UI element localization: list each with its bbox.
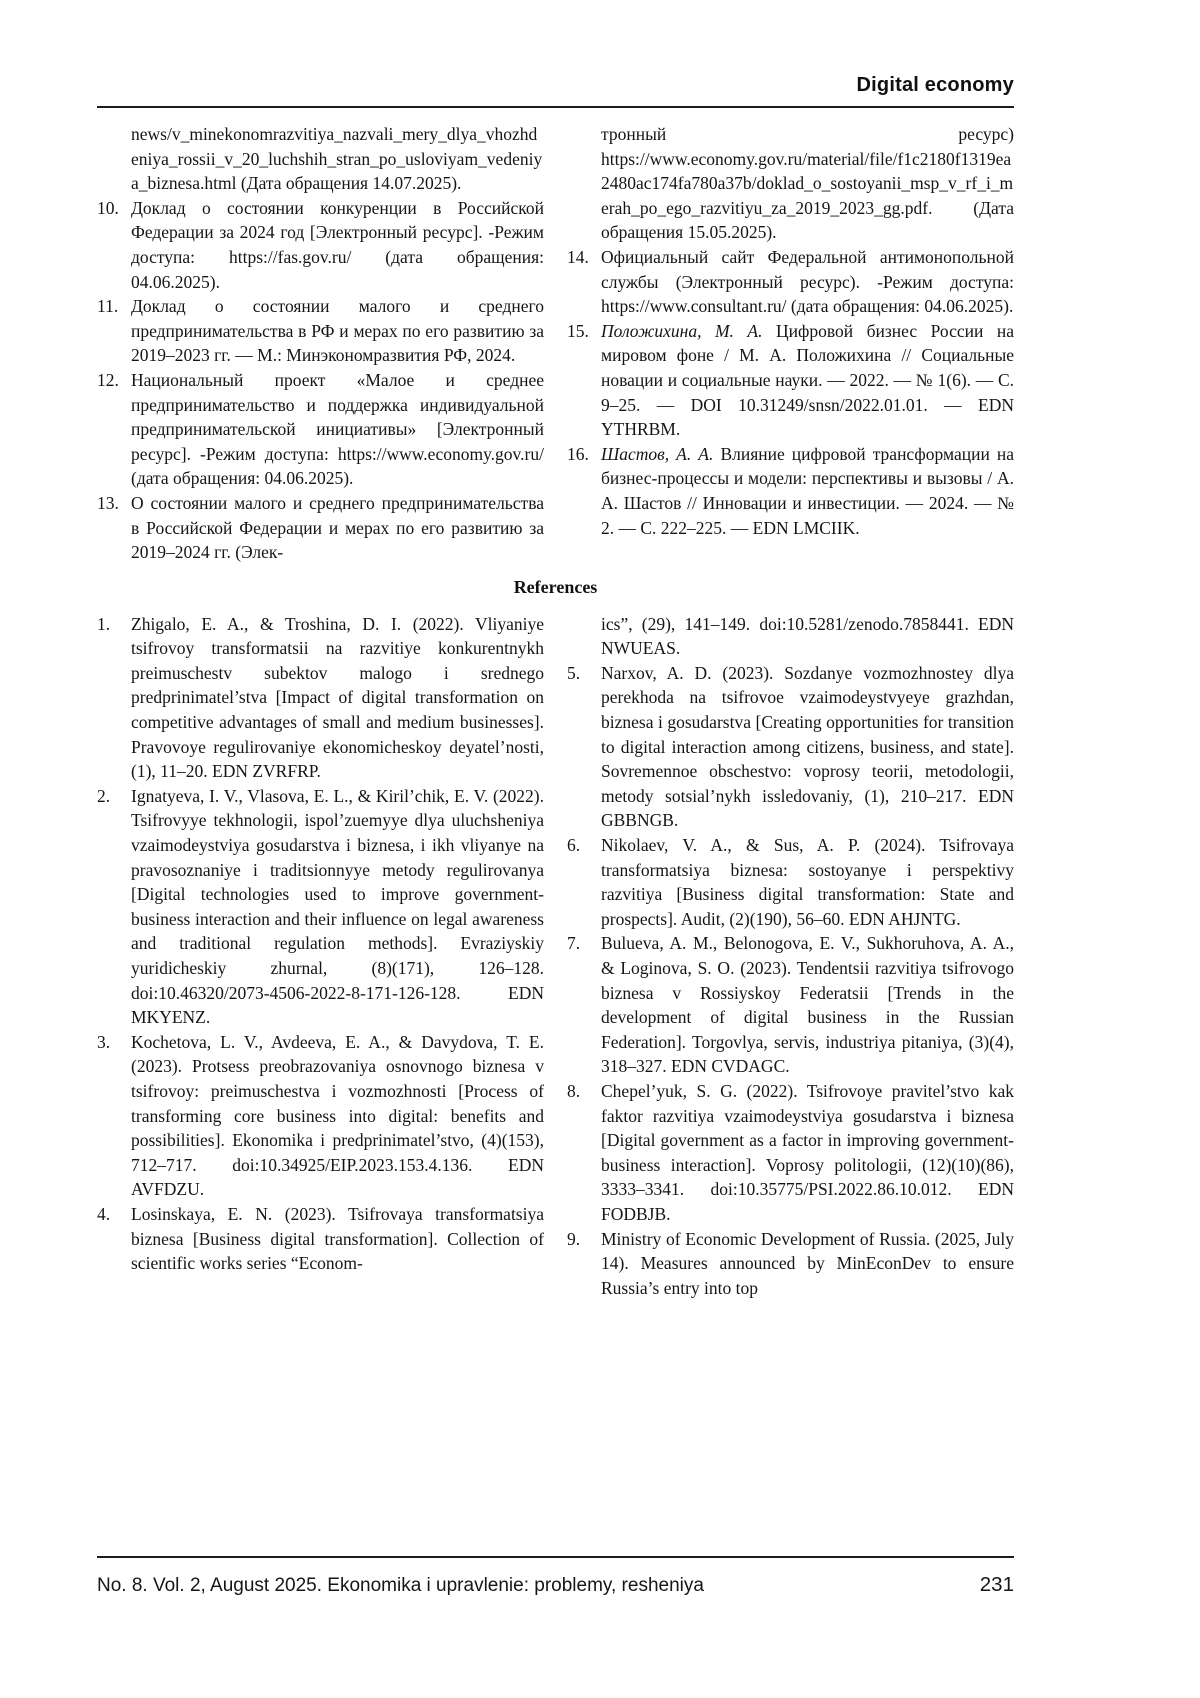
bibliography-ru-left-column (97, 122, 544, 565)
reference-item (567, 442, 1014, 540)
reference-item (567, 122, 1014, 245)
reference-number: 13. (97, 492, 119, 513)
reference-text: news/v_minekonomrazvitiya_nazvali_mery_dlya_vhozhdeniya_rossii_v_20_luchshih_stran_po_usloviyam_vedeniya_biznesa.html (Дата обращения 14.07.2025). (131, 124, 543, 194)
header-rule (97, 106, 1014, 108)
reference-text: Официальный сайт Федеральной антимонопольной службы (Электронный ресурс). -Режим доступа: https://www.consultant.ru/ (дата обращения: 04.06.2025). (601, 246, 1014, 317)
reference-number: 1. (97, 613, 111, 634)
footer-page-number: 231 (979, 1573, 1014, 1596)
reference-item (567, 1079, 1014, 1227)
reference-item (567, 319, 1014, 442)
reference-author-italic: Положихина, М. А. (601, 320, 776, 341)
reference-item (97, 1202, 544, 1276)
reference-text: Bulueva, A. M., Belonogova, E. V., Sukhoruhova, A. A., & Loginova, S. O. (2023). Tendentsii razvitiya tsifrovogo biznesa v Rossiyskoy Federatsii [Trends in the development of digital business in the Russian Federation]. Torgovlya, servis, industriya pitaniya, (3)(4), 318–327. EDN CVDAGC. (601, 933, 1014, 1077)
reference-item (97, 368, 544, 491)
reference-text: тронный ресурс) https://www.economy.gov.ru/material/file/f1c2180f1319ea2480ac174fa780a37b/doklad_o_sostoyanii_msp_v_rf_i_merah_po_ego_razvitiyu_za_2019_2023_gg.pdf. (Дата обращения 15.05.2025). (601, 124, 1014, 243)
reference-text: Kochetova, L. V., Avdeeva, E. A., & Davydova, T. E. (2023). Protsess preobrazovaniya osnovnogo biznesa v tsifrovoy: preimuschestva i vozmozhnosti [Process of transforming core business into digital: benefits and possibilities]. Ekonomika i predprinimatel’stvo, (4)(153), 712–717. doi:10.34925/EIP.2023.153.4.136. EDN AVFDZU. (131, 1031, 544, 1200)
reference-number: 11. (97, 296, 119, 317)
bibliography-ru-section (97, 122, 1014, 565)
reference-item (97, 491, 544, 565)
running-head: Digital economy (856, 74, 1014, 96)
reference-number: 4. (97, 1203, 111, 1224)
reference-text: Ignatyeva, I. V., Vlasova, E. L., & Kiril’chik, E. V. (2022). Tsifrovyye tekhnologii, ispol’zuemyye dlya uluchsheniya vzaimodeystviya gosudarstva i biznesa, i ikh vliyanye na pravosoznaniye i traditsionnyye metody regulirovanya [Digital technologies used to improve government-business interaction and their influence on legal awareness and traditional regulation methods]. Evraziyskiy yuridicheskiy zhurnal, (8)(171), 126–128. doi:10.46320/2073-4506-2022-8-171-126-128. EDN MKYENZ. (131, 785, 544, 1028)
reference-item (97, 612, 544, 784)
reference-item (97, 1030, 544, 1202)
reference-author-italic: Шастов, А. А. (601, 443, 721, 464)
reference-number: 3. (97, 1031, 111, 1052)
reference-item (567, 245, 1014, 319)
references-en-right-column (567, 612, 1014, 1301)
reference-item (97, 784, 544, 1030)
reference-number: 5. (567, 662, 581, 683)
references-en-section (97, 612, 1014, 1301)
footer-issue-info: No. 8. Vol. 2, August 2025. Ekonomika i upravlenie: problemy, resheniya (97, 1575, 704, 1596)
reference-number: 6. (567, 835, 581, 856)
reference-text: Цифровой бизнес России на мировом фоне / М. А. Положихина // Социальные новации и социальные науки. — 2022. — № 1(6). — С. 9–25. — DOI 10.31249/snsn/2022.01.01. — EDN YTHRBM. (601, 320, 1015, 440)
reference-text: Национальный проект «Малое и среднее предпринимательство и поддержка индивидуальной предпринимательской инициативы» [Электронный ресурс]. -Режим доступа: https://www.economy.gov.ru/ (дата обращения: 04.06.2025). (131, 369, 544, 489)
reference-number: 8. (567, 1080, 581, 1101)
reference-number: 7. (567, 933, 581, 954)
reference-text: Losinskaya, E. N. (2023). Tsifrovaya transformatsiya biznesa [Business digital transformation]. Collection of scientific works series “Econom- (131, 1203, 544, 1274)
reference-number: 12. (97, 369, 119, 390)
reference-number: 14. (567, 246, 589, 267)
reference-number: 2. (97, 785, 111, 806)
reference-text: Доклад о состоянии конкуренции в Российской Федерации за 2024 год [Электронный ресурс]. -Режим доступа: https://fas.gov.ru/ (дата обращения: 04.06.2025). (131, 197, 544, 292)
references-en-left-column (97, 612, 544, 1301)
reference-text: Влияние цифровой трансформации на бизнес-процессы и модели: перспективы и вызовы / А. А. Шастов // Инновации и инвестиции. — 2024. — № 2. — С. 222–225. — EDN LMCIIK. (601, 443, 1014, 538)
reference-item (567, 833, 1014, 931)
reference-number: 15. (567, 320, 589, 341)
reference-item (567, 931, 1014, 1079)
reference-text: Доклад о состоянии малого и среднего предпринимательства в РФ и мерах по его развитию за 2019–2023 гг. — М.: Минэкономразвития РФ, 2024. (131, 296, 544, 366)
reference-item (567, 661, 1014, 833)
bibliography-ru-right-column (567, 122, 1014, 565)
page-footer (97, 1556, 1014, 1597)
reference-text: Chepel’yuk, S. G. (2022). Tsifrovoye pravitel’stvo kak faktor razvitiya vzaimodeystviya gosudarstva i biznesa [Digital government as a factor in improving government-business interaction]. Voprosy politologii, (12)(10)(86), 3333–3341. doi:10.35775/PSI.2022.86.10.012. EDN FODBJB. (601, 1080, 1014, 1224)
reference-item (97, 196, 544, 294)
references-heading: References (513, 576, 598, 597)
reference-text: О состоянии малого и среднего предпринимательства в Российской Федерации и мерах по его развитию за 2019–2024 гг. (Элек- (131, 492, 544, 563)
reference-item (567, 612, 1014, 661)
reference-text: ics”, (29), 141–149. doi:10.5281/zenodo.7858441. EDN NWUEAS. (601, 613, 1014, 659)
reference-text: Zhigalo, E. A., & Troshina, D. I. (2022). Vliyaniye tsifrovoy transformatsii na razvitiye konkurentnykh preimuschestv subektov malogo i srednego predprinimatel’stva [Impact of digital transformation on competitive advantages of small and medium businesses]. Pravovoye regulirovaniye ekonomicheskoy deyatel’nosti, (1), 11–20. EDN ZVRFRP. (131, 613, 544, 782)
reference-number: 10. (97, 197, 119, 218)
reference-item (97, 294, 544, 368)
reference-item (567, 1227, 1014, 1301)
reference-item (97, 122, 544, 196)
reference-text: Narxov, A. D. (2023). Sozdanye vozmozhnostey dlya perekhoda na tsifrovoe vzaimodeystvyeye grazhdan, biznesa i gosudarstva [Creating opportunities for transition to digital interaction among citizens, business, and state]. Sovremennoe obschestvo: voprosy teorii, metodologii, metody sotsial’nykh issledovaniy, (1), 210–217. EDN GBBNGB. (601, 662, 1014, 831)
reference-number: 16. (567, 443, 589, 464)
reference-text: Nikolaev, V. A., & Sus, A. P. (2024). Tsifrovaya transformatsiya biznesa: sostoyanye i perspektivy razvitiya [Business digital transformation: State and prospects]. Audit, (2)(190), 56–60. EDN AHJNTG. (601, 835, 1014, 929)
reference-number: 9. (567, 1228, 581, 1249)
footer-rule (97, 1556, 1014, 1558)
reference-text: Ministry of Economic Development of Russia. (2025, July 14). Measures announced by MinEconDev to ensure Russia’s entry into top (601, 1228, 1014, 1298)
